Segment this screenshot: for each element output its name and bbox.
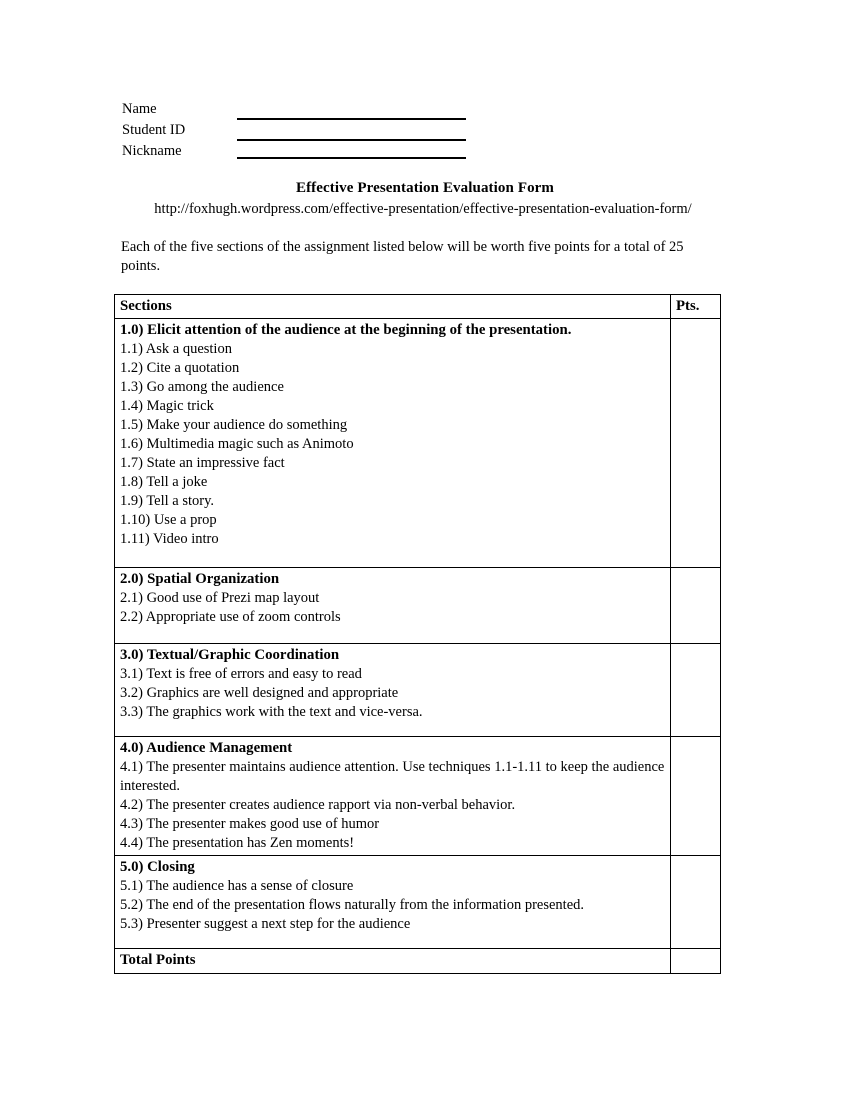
source-url: http://foxhugh.wordpress.com/effective-presentation/effective-presentation-evaluation-form/ xyxy=(154,201,692,217)
identity-row-name xyxy=(122,99,482,120)
total-points-entry-cell[interactable] xyxy=(671,949,721,974)
section-item: 1.8) Tell a joke xyxy=(120,474,208,490)
section-heading: 2.0) Spatial Organization xyxy=(120,571,280,587)
column-header-sections xyxy=(115,295,671,319)
total-points-label-cell xyxy=(115,949,671,974)
section-item: 1.6) Multimedia magic such as Animoto xyxy=(120,436,354,452)
section-cell-5 xyxy=(115,856,671,949)
section-item: 1.4) Magic trick xyxy=(120,398,214,414)
section-item: 5.3) Presenter suggest a next step for the audience xyxy=(120,916,411,932)
column-header-points-label: Pts. xyxy=(676,298,700,314)
table-row xyxy=(115,856,721,949)
table-header-row xyxy=(115,295,721,319)
points-entry-cell[interactable] xyxy=(671,568,721,644)
section-item: 4.3) The presenter makes good use of humor xyxy=(120,816,380,832)
table-row xyxy=(115,737,721,856)
section-item: 2.2) Appropriate use of zoom controls xyxy=(120,609,341,625)
section-cell-4 xyxy=(115,737,671,856)
column-header-points xyxy=(671,295,721,319)
section-cell-2 xyxy=(115,568,671,644)
identity-row-student-id xyxy=(122,120,482,141)
points-entry-cell[interactable] xyxy=(671,737,721,856)
nickname-write-in-line[interactable] xyxy=(237,157,466,159)
page-title: Effective Presentation Evaluation Form xyxy=(295,180,555,196)
section-item: 1.11) Video intro xyxy=(120,531,219,547)
section-item: 1.9) Tell a story. xyxy=(120,493,215,509)
table-row xyxy=(115,319,721,568)
total-points-label: Total Points xyxy=(120,952,196,968)
points-value xyxy=(671,644,720,649)
evaluation-rubric-table xyxy=(114,294,721,974)
column-header-sections-label: Sections xyxy=(120,298,172,314)
section-item: 1.3) Go among the audience xyxy=(120,379,284,395)
section-item: 4.4) The presentation has Zen moments! xyxy=(120,835,355,851)
section-heading: 3.0) Textual/Graphic Coordination xyxy=(120,647,340,663)
points-value xyxy=(671,856,720,861)
section-item: 3.3) The graphics work with the text and vice-versa. xyxy=(120,704,423,720)
nickname-label: Nickname xyxy=(122,143,182,159)
student-id-label: Student ID xyxy=(122,122,186,138)
section-heading: 5.0) Closing xyxy=(120,859,195,875)
section-cell-1 xyxy=(115,319,671,568)
section-item: 2.1) Good use of Prezi map layout xyxy=(120,590,320,606)
section-item: 1.5) Make your audience do something xyxy=(120,417,348,433)
table-row xyxy=(115,644,721,737)
points-value xyxy=(671,319,720,324)
student-identity-block xyxy=(122,99,482,162)
section-item: 3.1) Text is free of errors and easy to read xyxy=(120,666,362,682)
section-item: 5.1) The audience has a sense of closure xyxy=(120,878,354,894)
points-value xyxy=(671,568,720,573)
section-heading: 1.0) Elicit attention of the audience at the beginning of the presentation. xyxy=(120,322,572,338)
section-cell-3 xyxy=(115,644,671,737)
points-entry-cell[interactable] xyxy=(671,319,721,568)
section-item: 1.2) Cite a quotation xyxy=(120,360,240,376)
identity-row-nickname xyxy=(122,141,482,162)
total-points-value xyxy=(671,949,720,954)
points-entry-cell[interactable] xyxy=(671,644,721,737)
section-item: 1.1) Ask a question xyxy=(120,341,232,357)
points-entry-cell[interactable] xyxy=(671,856,721,949)
section-item: 5.2) The end of the presentation flows naturally from the information presented. xyxy=(120,897,584,913)
section-item: 4.1) The presenter maintains audience attention. Use techniques 1.1-1.11 to keep the audience interested. xyxy=(120,759,665,794)
section-item: 1.10) Use a prop xyxy=(120,512,217,528)
points-value xyxy=(671,737,720,742)
name-label: Name xyxy=(122,101,157,117)
section-heading: 4.0) Audience Management xyxy=(120,740,293,756)
section-item: 3.2) Graphics are well designed and appropriate xyxy=(120,685,399,701)
table-row xyxy=(115,568,721,644)
section-item: 4.2) The presenter creates audience rapport via non-verbal behavior. xyxy=(120,797,516,813)
instructions-paragraph: Each of the five sections of the assignment listed below will be worth five points for a total of 25 points. xyxy=(121,239,684,274)
section-item: 1.7) State an impressive fact xyxy=(120,455,285,471)
total-points-row xyxy=(115,949,721,974)
